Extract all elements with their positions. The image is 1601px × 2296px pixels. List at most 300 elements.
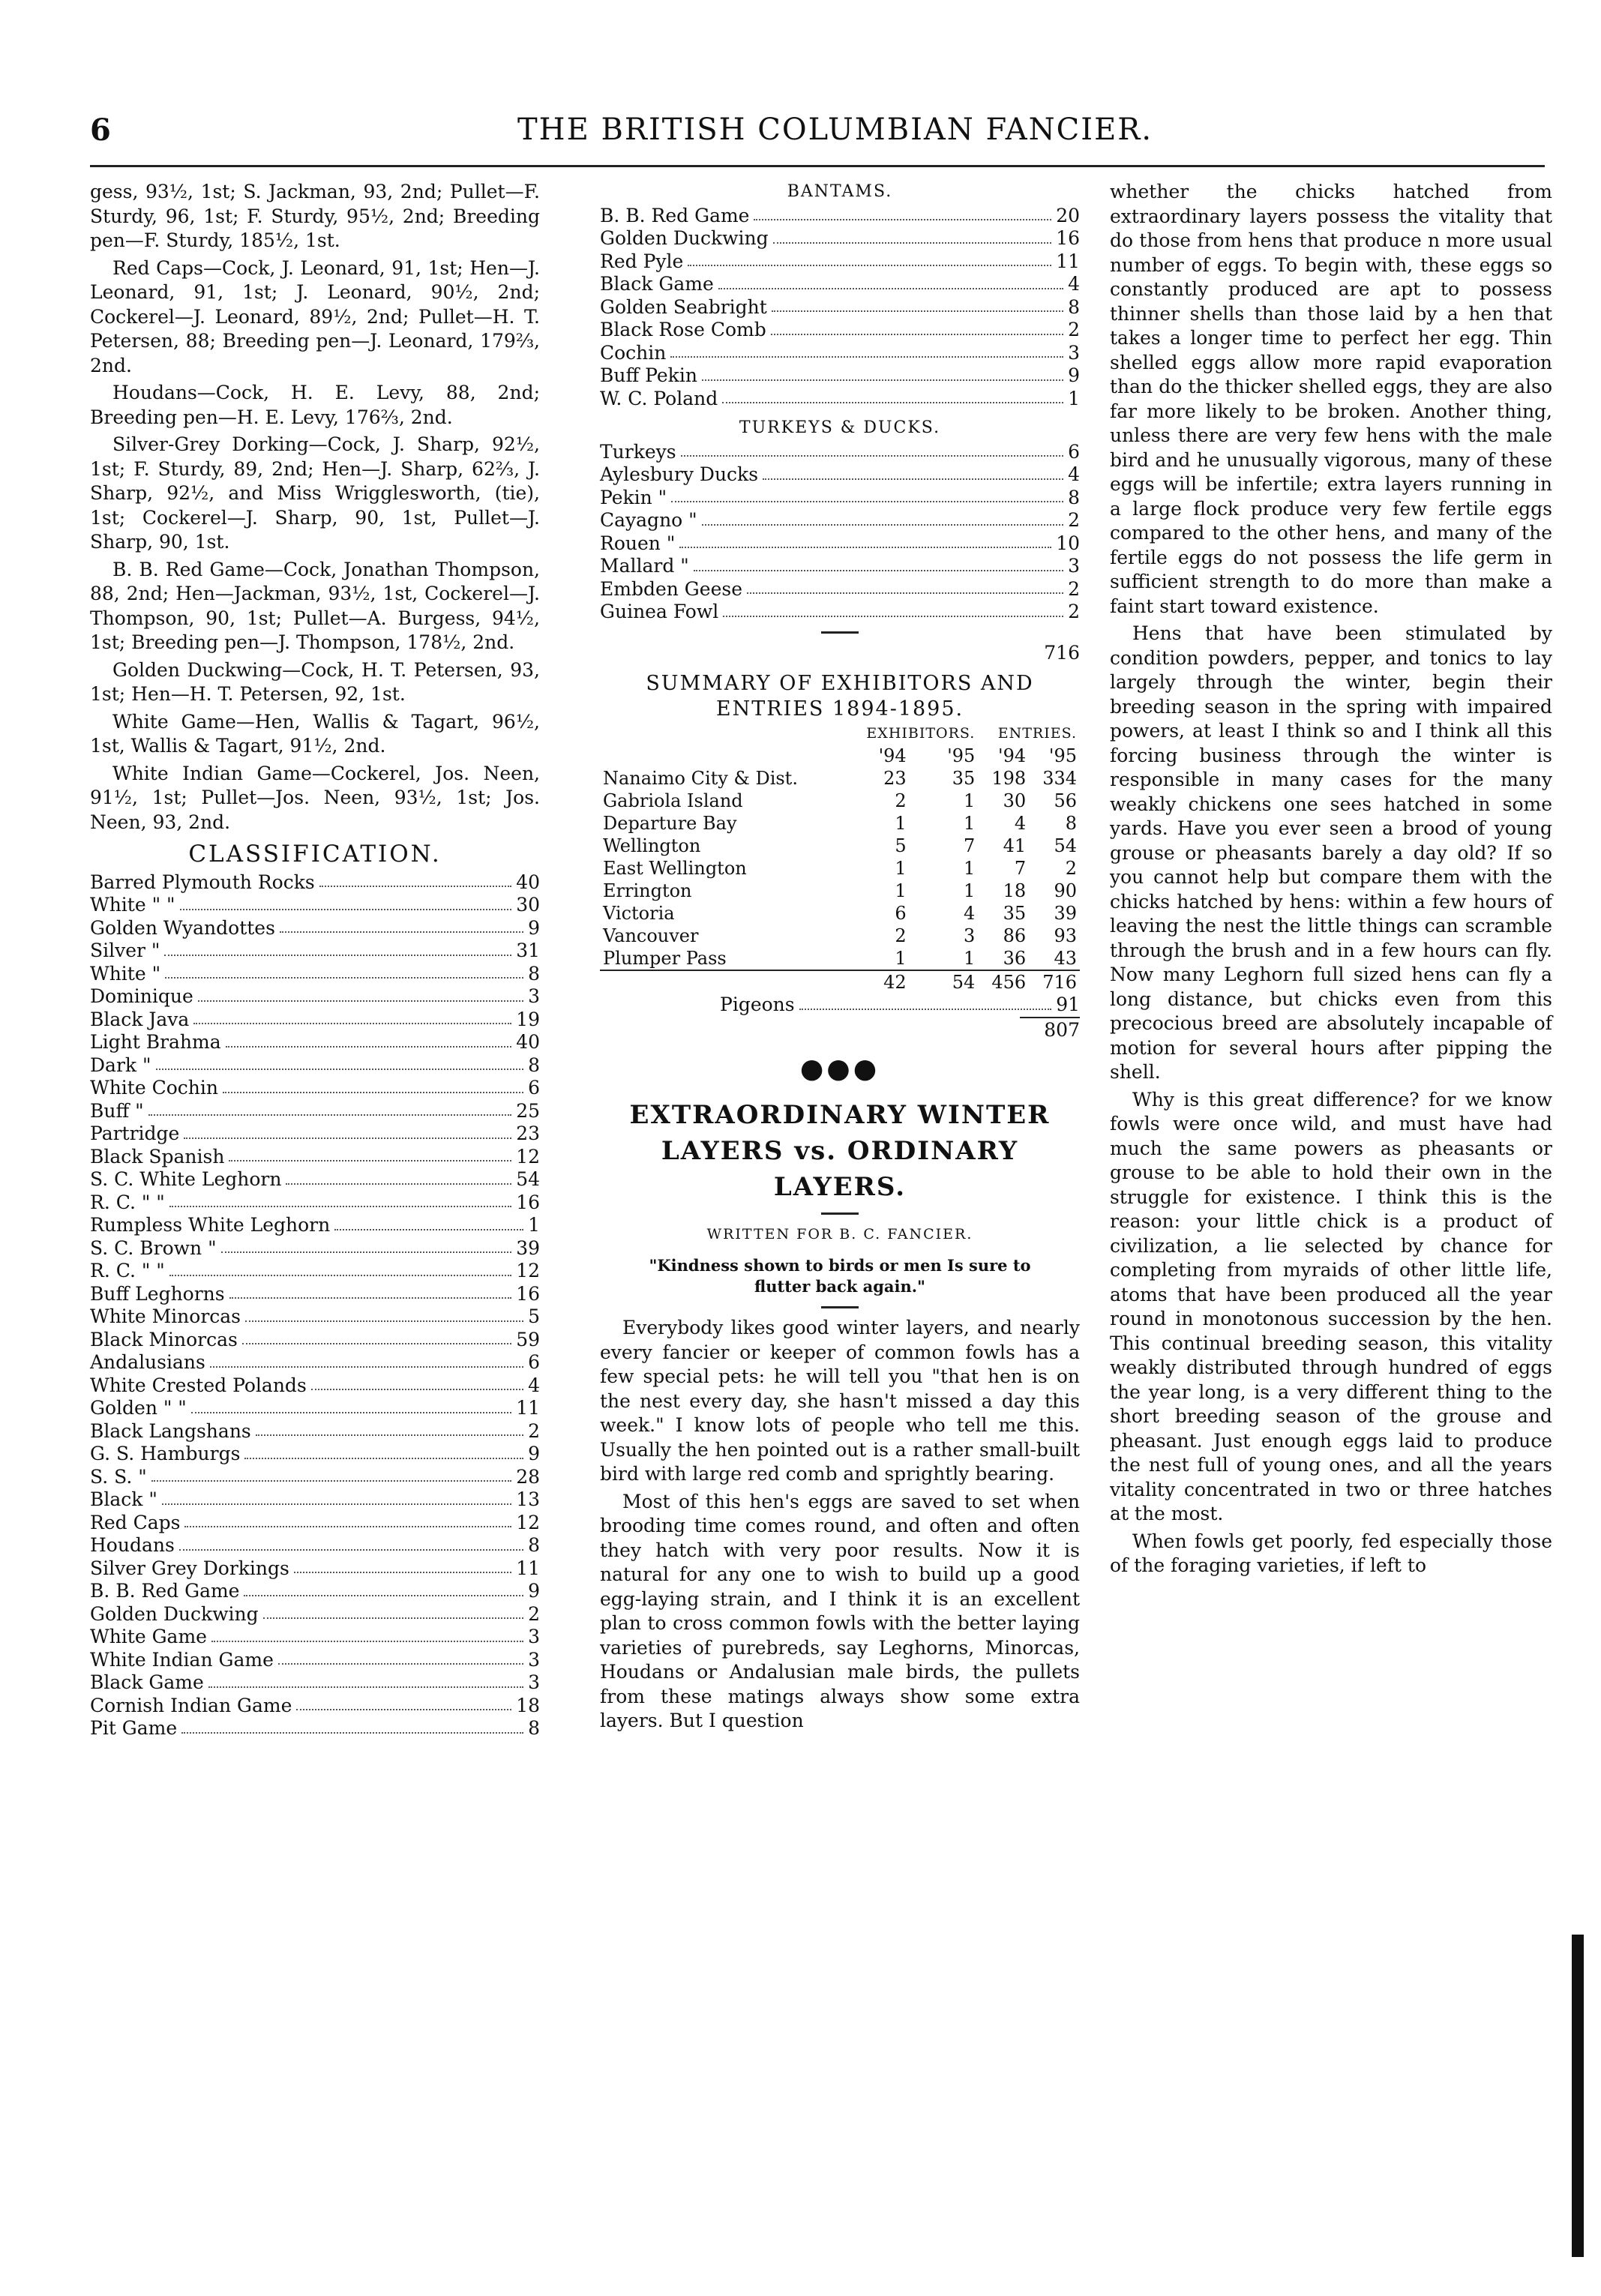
- classification-list: [90, 871, 540, 1740]
- leader-dots: [702, 364, 1063, 381]
- list-item: [90, 1671, 540, 1695]
- table-row: [600, 880, 1080, 902]
- item-name: Buff ": [90, 1099, 144, 1122]
- count-cell: 334: [1042, 768, 1077, 789]
- divider: [821, 1212, 859, 1215]
- item-name: Black Game: [600, 273, 714, 295]
- count-cell: 90: [1054, 880, 1077, 901]
- item-count: 8: [1068, 486, 1080, 508]
- count-cell: 86: [1003, 925, 1027, 946]
- paragraph: Red Caps—Cock, J. Leonard, 91, 1st; Hen—J. Leonard, 91, 1st; J. Leonard, 90½, 2nd; Cockerel—J. Leonard, 89½, 2nd; Pullet—H. T. Petersen, 88; Breeding pen—J. Leonard, 179⅔, 2nd.: [90, 256, 540, 376]
- item-count: 3: [528, 1648, 540, 1671]
- item-name: W. C. Poland: [600, 387, 718, 409]
- entries-header: ENTRIES.: [997, 725, 1077, 742]
- item-count: 23: [516, 1123, 540, 1144]
- item-count: 6: [1068, 440, 1080, 463]
- leader-dots: [169, 1260, 511, 1276]
- list-item: [90, 1466, 540, 1489]
- list-item: [90, 963, 540, 986]
- list-item: [600, 296, 1080, 319]
- item-count: 13: [516, 1488, 540, 1510]
- item-name: Golden Seabright: [600, 295, 767, 318]
- leader-dots: [244, 1443, 523, 1459]
- total-entries-94: 456: [991, 972, 1027, 993]
- leader-dots: [679, 532, 1051, 549]
- paragraph: whether the chicks hatched from extraordinary layers possess the vitality that do those from hens that produce n more usual number of eggs. To begin with, these eggs so constantly produced are apt to possess thinner shells than those laid by a hen that takes a longer time to perfect her egg. Thin shelled eggs allow more rapid evaporation than do the thicker shelled eggs, they are also far more likely to be broken. Another thing, unless there are very few hens with the male bird and he unusually vigorous, many of these eggs will be infertile; extra layers running in a large flock produce very few fertile eggs compared to the other hens, and many of the fertile eggs do not possess the life germ in sufficient strength to do more than make a faint start toward existence.: [1110, 181, 1552, 617]
- item-count: 8: [1068, 295, 1080, 318]
- item-name: S. C. Brown ": [90, 1236, 217, 1259]
- item-name: Silver Grey Dorkings: [90, 1557, 289, 1579]
- summary-totals-row: [600, 970, 1080, 994]
- item-name: B. B. Red Game: [90, 1580, 240, 1602]
- bantams-list: [600, 205, 1080, 411]
- leader-dots: [148, 1100, 512, 1117]
- leader-dots: [184, 1512, 511, 1528]
- turkeys-heading: TURKEYS & DUCKS.: [739, 418, 941, 437]
- item-name: Black Minorcas: [90, 1328, 238, 1350]
- paragraph: Hens that have been stimulated by condition powders, pepper, and tonics to lay largely through the winter, begin their breeding season in the spring with impaired powers, at least I think so and I think all this forcing business through the winter is responsible in many cases for the many weakly chickens one sees hatched in some yards. Have you ever seen a brood of young grouse or pheasants barely a day old? If so you cannot help but compare them with the chicks hatched by hens: within a few hours of leaving the nest the little things can scramble through the brush and in a few hours can fly. Now many Leghorn full sized hens can fly a long distance, but chicks even from this precocious breed are absolutely incapable of motion for several hours after pipping the shell.: [1110, 622, 1552, 1083]
- list-item: [90, 1397, 540, 1420]
- count-cell: 41: [1003, 835, 1027, 856]
- list-item: [90, 894, 540, 917]
- item-count: 11: [516, 1397, 540, 1419]
- item-name: Cayagno ": [600, 509, 697, 531]
- item-count: 25: [516, 1099, 540, 1122]
- list-item: [90, 1077, 540, 1100]
- table-row: [600, 902, 1080, 925]
- paragraph: When fowls get poorly, fed especially those of the foraging varieties, if left to: [1110, 1530, 1552, 1576]
- leader-dots: [334, 1214, 523, 1230]
- list-item: [90, 1603, 540, 1626]
- count-cell: 39: [1054, 903, 1077, 924]
- leader-dots: [256, 1420, 523, 1437]
- item-name: Turkeys: [600, 440, 676, 463]
- item-count: 6: [528, 1351, 540, 1373]
- leader-dots: [151, 1466, 511, 1482]
- count-cell: 3: [964, 925, 976, 946]
- count-cell: 6: [895, 903, 907, 924]
- item-name: Golden " ": [90, 1397, 187, 1419]
- leader-dots: [263, 1603, 523, 1620]
- leader-dots: [179, 1534, 523, 1551]
- item-count: 2: [1068, 319, 1080, 340]
- leader-dots: [242, 1329, 511, 1345]
- list-item: [600, 487, 1080, 510]
- place-cell: Vancouver: [603, 925, 699, 946]
- item-name: Embden Geese: [600, 577, 742, 600]
- item-count: 11: [516, 1557, 540, 1579]
- leader-dots: [169, 1191, 511, 1208]
- count-cell: 1: [964, 880, 976, 901]
- summary-heading: SUMMARY OF EXHIBITORS AND ENTRIES 1894-1895.: [646, 672, 1034, 721]
- pigeons-count: 91: [1056, 994, 1080, 1015]
- item-count: 3: [1068, 555, 1080, 577]
- list-item: [90, 1100, 540, 1123]
- count-cell: 1: [964, 790, 976, 811]
- list-item: [90, 1237, 540, 1260]
- list-item: [90, 1717, 540, 1740]
- list-item: [90, 1283, 540, 1306]
- paragraph: Golden Duckwing—Cock, H. T. Petersen, 93, 1st; Hen—H. T. Petersen, 92, 1st.: [90, 658, 540, 705]
- item-count: 4: [1068, 463, 1080, 485]
- count-cell: 8: [1065, 813, 1077, 834]
- summary-table: [600, 722, 1080, 994]
- item-name: Dominique: [90, 985, 193, 1007]
- list-item: [600, 227, 1080, 250]
- list-item: [90, 1305, 540, 1329]
- item-name: Mallard ": [600, 555, 689, 577]
- leader-dots: [671, 487, 1063, 503]
- leader-dots: [162, 1488, 511, 1505]
- item-count: 16: [516, 1191, 540, 1213]
- exhibitors-header: EXHIBITORS.: [866, 725, 976, 742]
- item-count: 12: [516, 1511, 540, 1533]
- list-item: [90, 1168, 540, 1191]
- leader-dots: [773, 227, 1052, 244]
- table-row: [600, 790, 1080, 812]
- item-count: 2: [1068, 601, 1080, 622]
- header-rule: [90, 165, 1545, 167]
- item-name: White Indian Game: [90, 1648, 274, 1671]
- count-cell: 18: [1003, 880, 1027, 901]
- item-name: Golden Duckwing: [600, 227, 769, 249]
- item-count: 1: [528, 1214, 540, 1236]
- item-name: White Minorcas: [90, 1305, 241, 1327]
- paragraph: Most of this hen's eggs are saved to set when brooding time comes round, and often and often they hatch with very poor results. Now it is natural for any one to wish to build up a good egg-laying strain, and I think it is an excellent plan to cross common fowls with the better laying varieties of purebreds, say Leghorns, Minorcas, Houdans or Andalusian male birds, the pullets from these matings always show some extra layers. But I question: [600, 1490, 1080, 1731]
- item-count: 5: [528, 1305, 540, 1327]
- left-column: [90, 180, 540, 1740]
- item-name: Rumpless White Leghorn: [90, 1214, 331, 1236]
- item-count: 2: [528, 1602, 540, 1625]
- year-label: '95: [1048, 745, 1077, 766]
- list-item: [90, 1054, 540, 1078]
- total-count: 716: [1044, 641, 1080, 664]
- divider: [821, 631, 859, 634]
- leader-dots: [670, 342, 1063, 358]
- item-count: 9: [528, 1580, 540, 1602]
- list-item: [90, 940, 540, 963]
- year-label: '94: [997, 745, 1027, 766]
- leader-dots: [763, 463, 1063, 480]
- paragraph: White Game—Hen, Wallis & Tagart, 96½, 1st, Wallis & Tagart, 91½, 2nd.: [90, 710, 540, 757]
- leader-dots: [221, 1237, 512, 1254]
- list-item: [90, 917, 540, 940]
- count-cell: 23: [883, 768, 907, 789]
- list-item: [90, 1695, 540, 1718]
- leader-dots: [211, 1626, 523, 1642]
- item-name: White Crested Polands: [90, 1374, 307, 1396]
- item-name: Houdans: [90, 1534, 175, 1556]
- list-item: [600, 250, 1080, 274]
- leader-dots: [198, 985, 523, 1002]
- count-cell: 43: [1054, 948, 1077, 969]
- leader-dots: [280, 917, 523, 934]
- list-item: [600, 273, 1080, 296]
- leader-dots: [771, 319, 1063, 335]
- paragraph: Houdans—Cock, H. E. Levy, 88, 2nd; Breeding pen—H. E. Levy, 176⅔, 2nd.: [90, 382, 540, 428]
- place-cell: Plumper Pass: [603, 948, 727, 969]
- bantams-heading: BANTAMS.: [787, 182, 893, 201]
- list-item: [600, 463, 1080, 487]
- item-name: Red Pyle: [600, 250, 684, 272]
- list-item: [600, 342, 1080, 365]
- item-name: Cornish Indian Game: [90, 1694, 292, 1716]
- leader-dots: [278, 1649, 523, 1665]
- summary-years-row: [600, 745, 1080, 767]
- leader-dots: [286, 1168, 511, 1185]
- list-item: [90, 1488, 540, 1512]
- leader-dots: [210, 1351, 523, 1368]
- leader-dots: [208, 1671, 523, 1688]
- item-name: Andalusians: [90, 1351, 205, 1373]
- item-name: Guinea Fowl: [600, 601, 719, 622]
- leader-dots: [754, 205, 1051, 221]
- item-count: 8: [528, 1534, 540, 1556]
- table-row: [600, 767, 1080, 790]
- item-name: B. B. Red Game: [600, 204, 750, 226]
- item-name: White Cochin: [90, 1077, 218, 1099]
- classification-heading: CLASSIFICATION.: [188, 841, 442, 868]
- list-item: [600, 578, 1080, 601]
- leader-dots: [226, 1031, 512, 1048]
- list-item: [600, 205, 1080, 228]
- item-name: S. S. ": [90, 1465, 147, 1488]
- scan-edge-mark: [1572, 1935, 1584, 2257]
- item-count: 8: [528, 1717, 540, 1739]
- item-count: 59: [516, 1328, 540, 1350]
- list-item: [90, 1123, 540, 1146]
- paragraph: Why is this great difference? for we know fowls were once wild, and must have had much the same powers as pheasants or grouse to be able to hold their own in the struggle for existence. I think this is the reason: your little chick is a product of civilization, a lie selected by chance for completing from myraids of other little life, atoms that have been produced all the year round in monotonous succession by the hen. This continual breeding season, this vitality weakly distributed through hundred of eggs the year long, is a very different thing to the short breeding season of the grouse and pheasant. Just enough eggs laid to produce the nest full of young ones, and all the years vitality concentrated in two or three hatches at the most.: [1110, 1088, 1552, 1524]
- epigraph: "Kindness shown to birds or men Is sure to flutter back again.": [649, 1256, 1031, 1296]
- item-name: S. C. White Leghorn: [90, 1168, 282, 1190]
- item-count: 6: [528, 1077, 540, 1099]
- item-count: 40: [516, 1031, 540, 1053]
- count-cell: 198: [991, 768, 1027, 789]
- article-title: EXTRAORDINARY WINTER LAYERS vs. ORDINARY LAYERS.: [629, 1099, 1051, 1202]
- leader-dots: [245, 1305, 523, 1322]
- item-count: 2: [1068, 509, 1080, 531]
- list-item: [600, 319, 1080, 342]
- page-header: [90, 112, 1545, 157]
- item-count: 12: [516, 1260, 540, 1281]
- running-title: THE BRITISH COLUMBIAN FANCIER.: [517, 112, 1153, 147]
- pigeons-row: [600, 994, 1080, 1017]
- item-count: 39: [516, 1236, 540, 1259]
- leader-dots: [772, 296, 1063, 313]
- list-item: [90, 1420, 540, 1443]
- total-exhibitors-95: 54: [952, 972, 976, 993]
- item-name: Golden Duckwing: [90, 1602, 259, 1625]
- list-item: [90, 1580, 540, 1603]
- year-label: '95: [947, 745, 976, 766]
- place-cell: Nanaimo City & Dist.: [603, 768, 798, 789]
- middle-column: [600, 180, 1080, 1737]
- list-item: [90, 1351, 540, 1374]
- table-row: [600, 947, 1080, 970]
- count-cell: 4: [964, 903, 976, 924]
- list-item: [600, 601, 1080, 624]
- leader-dots: [722, 388, 1063, 404]
- list-item: [600, 441, 1080, 464]
- count-cell: 5: [895, 835, 907, 856]
- leader-dots: [718, 273, 1063, 289]
- list-item: [90, 1557, 540, 1581]
- item-name: Partridge: [90, 1123, 180, 1144]
- table-row: [600, 812, 1080, 835]
- count-cell: 1: [964, 813, 976, 834]
- count-cell: 7: [1014, 858, 1027, 879]
- list-item: [90, 1191, 540, 1215]
- leader-dots: [193, 1009, 511, 1025]
- place-cell: Victoria: [603, 903, 675, 924]
- byline: WRITTEN FOR B. C. FANCIER.: [706, 1225, 973, 1242]
- list-item: [600, 555, 1080, 578]
- count-cell: 7: [964, 835, 976, 856]
- item-count: 40: [516, 871, 540, 893]
- place-cell: Gabriola Island: [603, 790, 743, 811]
- count-cell: 35: [1003, 903, 1027, 924]
- item-count: 19: [516, 1008, 540, 1030]
- leader-dots: [244, 1580, 523, 1596]
- leader-dots: [723, 601, 1063, 617]
- list-item: [90, 1649, 540, 1672]
- item-name: Barred Plymouth Rocks: [90, 871, 315, 893]
- paragraph: White Indian Game—Cockerel, Jos. Neen, 91½, 1st; Pullet—Jos. Neen, 93½, 1st; Jos. Neen, 93, 2nd.: [90, 762, 540, 833]
- item-name: Black Rose Comb: [600, 319, 766, 340]
- leader-dots: [180, 894, 512, 910]
- item-name: Pit Game: [90, 1717, 178, 1739]
- divider: [821, 1306, 859, 1308]
- leader-dots: [296, 1695, 511, 1711]
- item-name: Red Caps: [90, 1511, 181, 1533]
- paragraph: Everybody likes good winter layers, and nearly every fancier or keeper of common fowls has a few special pets: he will tell you "that hen is on the nest every day, she hasn't missed a day this week." I know lots of people who tell me this. Usually the hen pointed out is a rather small-built bird with large red comb and sprightly bearing.: [600, 1317, 1080, 1485]
- count-cell: 1: [895, 858, 907, 879]
- item-name: Pekin ": [600, 486, 667, 508]
- leader-dots: [164, 940, 511, 956]
- item-count: 30: [516, 894, 540, 916]
- place-cell: Errington: [603, 880, 692, 901]
- item-count: 2: [1068, 577, 1080, 600]
- paragraph: Silver-Grey Dorking—Cock, J. Sharp, 92½, 1st; F. Sturdy, 89, 2nd; Hen—J. Sharp, 62⅔, J. Sharp, 92½, and Miss Wrigglesworth, (tie), 1st; Cockerel—J. Sharp, 90, 1st, Pullet—J. Sharp, 90, 1st.: [90, 433, 540, 553]
- item-count: 9: [528, 1443, 540, 1464]
- item-count: 11: [1056, 250, 1080, 272]
- item-name: R. C. " ": [90, 1260, 165, 1281]
- list-item: [90, 1374, 540, 1398]
- item-count: 3: [1068, 341, 1080, 364]
- ornament: ●●●: [799, 1054, 880, 1084]
- item-count: 20: [1056, 204, 1080, 226]
- item-count: 4: [1068, 273, 1080, 295]
- summary-body: [600, 767, 1080, 970]
- item-name: Rouen ": [600, 532, 676, 554]
- item-count: 3: [528, 985, 540, 1007]
- place-cell: Departure Bay: [603, 813, 737, 834]
- count-cell: 2: [1065, 858, 1077, 879]
- leader-dots: [223, 1077, 523, 1093]
- leader-dots: [799, 994, 1052, 1010]
- paragraph: gess, 93½, 1st; S. Jackman, 93, 2nd; Pullet—F. Sturdy, 96, 1st; F. Sturdy, 95½, 2nd; Breeding pen—F. Sturdy, 185½, 1st.: [90, 181, 540, 251]
- item-count: 12: [516, 1145, 540, 1167]
- item-name: Aylesbury Ducks: [600, 463, 759, 485]
- table-row: [600, 835, 1080, 857]
- leader-dots: [319, 871, 512, 888]
- item-name: Black Spanish: [90, 1145, 225, 1167]
- grand-total: 807: [1044, 1018, 1080, 1041]
- list-item: [90, 1031, 540, 1054]
- item-count: 16: [516, 1282, 540, 1305]
- table-row: [600, 857, 1080, 880]
- item-name: Buff Pekin: [600, 364, 697, 386]
- leader-dots: [229, 1146, 511, 1162]
- turkeys-list: [600, 441, 1080, 624]
- list-item: [90, 1009, 540, 1032]
- item-count: 9: [1068, 364, 1080, 386]
- leader-dots: [191, 1397, 511, 1413]
- item-name: Golden Wyandottes: [90, 916, 275, 939]
- leader-dots: [747, 578, 1063, 595]
- leader-dots: [311, 1374, 523, 1391]
- summary-group-header: [600, 722, 1080, 745]
- item-name: R. C. " ": [90, 1191, 165, 1213]
- item-name: G. S. Hamburgs: [90, 1443, 241, 1464]
- count-cell: 1: [895, 813, 907, 834]
- count-cell: 93: [1054, 925, 1077, 946]
- leader-dots: [181, 1717, 523, 1734]
- list-item: [90, 1146, 540, 1169]
- count-cell: 1: [895, 880, 907, 901]
- item-count: 2: [528, 1419, 540, 1442]
- list-item: [90, 1534, 540, 1557]
- leader-dots: [156, 1054, 524, 1071]
- item-count: 18: [516, 1694, 540, 1716]
- count-cell: 35: [952, 768, 976, 789]
- leader-dots: [294, 1557, 511, 1574]
- count-cell: 54: [1054, 835, 1077, 856]
- year-label: '94: [878, 745, 907, 766]
- item-count: 3: [528, 1626, 540, 1647]
- leader-dots: [229, 1283, 512, 1299]
- item-name: Light Brahma: [90, 1031, 221, 1053]
- leader-dots: [694, 555, 1063, 571]
- leader-dots: [165, 963, 523, 979]
- item-count: 54: [516, 1168, 540, 1190]
- count-cell: 56: [1054, 790, 1077, 811]
- pigeons-label: Pigeons: [720, 994, 795, 1015]
- item-count: 4: [528, 1374, 540, 1396]
- list-item: [90, 1329, 540, 1352]
- place-cell: Wellington: [603, 835, 701, 856]
- paragraph: B. B. Red Game—Cock, Jonathan Thompson, 88, 2nd; Hen—Jackman, 93½, 1st, Cockerel—J. Thompson, 90, 1st; Pullet—A. Burgess, 94½, 1st; Breeding pen—J. Thompson, 178½, 2nd.: [90, 558, 540, 653]
- item-count: 3: [528, 1671, 540, 1693]
- item-name: Black ": [90, 1488, 157, 1510]
- list-item: [90, 985, 540, 1009]
- item-count: 9: [528, 916, 540, 939]
- list-item: [600, 364, 1080, 388]
- list-item: [90, 1626, 540, 1649]
- leader-dots: [681, 441, 1063, 457]
- count-cell: 4: [1014, 813, 1027, 834]
- total-entries-95: 716: [1042, 972, 1077, 993]
- count-cell: 36: [1003, 948, 1027, 969]
- item-name: White ": [90, 962, 161, 985]
- count-cell: 1: [964, 948, 976, 969]
- item-name: Black Java: [90, 1008, 190, 1030]
- place-cell: East Wellington: [603, 858, 747, 879]
- list-item: [90, 871, 540, 895]
- item-count: 8: [528, 1054, 540, 1076]
- item-count: 8: [528, 962, 540, 985]
- item-name: Black Langshans: [90, 1419, 251, 1442]
